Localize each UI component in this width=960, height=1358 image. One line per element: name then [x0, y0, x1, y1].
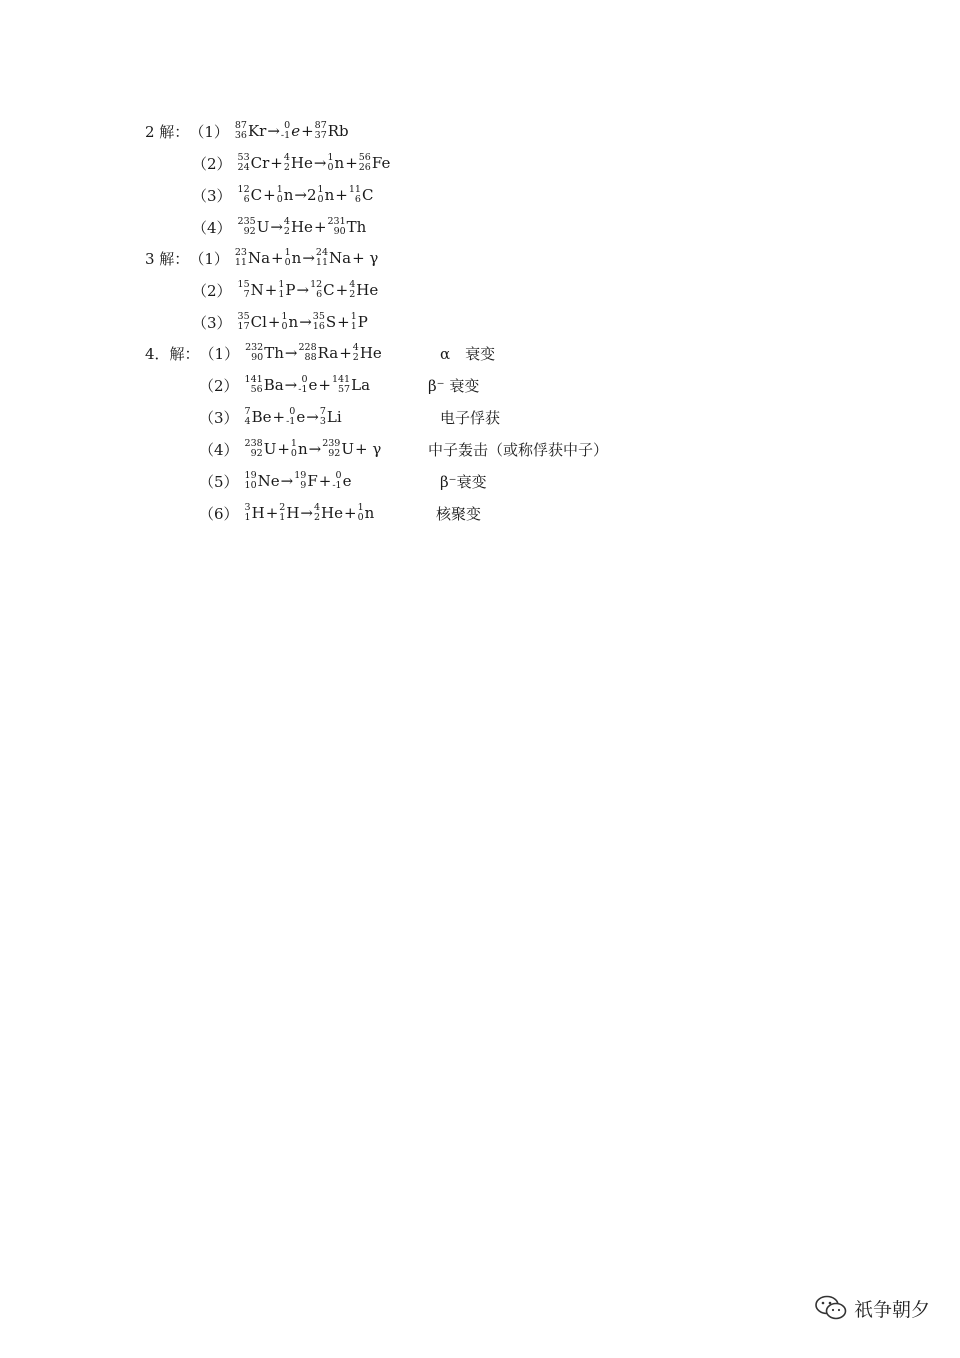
mass-number: 1: [281, 311, 288, 322]
watermark: [814, 1294, 930, 1322]
atomic-number: 10: [244, 480, 257, 491]
mass-number: 3: [244, 502, 251, 513]
operator: +: [270, 154, 283, 172]
nuclide: [314, 503, 343, 523]
atomic-number: 2: [283, 226, 290, 237]
operator: +: [345, 154, 358, 172]
operator: →: [308, 440, 322, 458]
nuclide: [358, 503, 375, 523]
nuclide: [328, 217, 367, 237]
mass-number: 1: [350, 311, 357, 322]
equation-line: [199, 370, 370, 400]
element-symbol: Th: [264, 344, 284, 362]
operator: + γ: [352, 249, 379, 267]
element-symbol: n: [297, 440, 308, 458]
operator: +: [335, 186, 348, 204]
mass-number: 87: [314, 120, 327, 131]
decay-type-note: β⁻衰变: [440, 472, 487, 491]
atomic-number: 1: [278, 289, 285, 300]
element-symbol: Rb: [327, 122, 349, 140]
element-symbol: He: [290, 218, 313, 236]
element-symbol: U: [256, 218, 270, 236]
element-symbol: e: [296, 408, 306, 426]
item-number: （5）: [199, 472, 239, 491]
element-symbol: Ne: [257, 472, 280, 490]
nuclear-equation: [245, 439, 383, 459]
mass-number: 1: [284, 247, 291, 258]
atomic-number: 1: [350, 321, 357, 332]
equation-line: [192, 212, 366, 242]
nuclide: [279, 503, 299, 523]
operator: + γ: [355, 440, 382, 458]
element-symbol: P: [357, 313, 368, 331]
operator: →: [267, 122, 280, 140]
operator: +: [335, 281, 349, 299]
nuclear-equation: [245, 407, 342, 427]
element-symbol: U: [341, 440, 355, 458]
atomic-number: 92: [328, 448, 341, 459]
nuclide: [286, 407, 305, 427]
mass-number: 87: [234, 120, 247, 131]
operator: +: [313, 218, 327, 236]
item-number: （1）: [189, 249, 229, 268]
nuclide: [282, 312, 299, 332]
item-number: （2）: [192, 281, 232, 300]
element-symbol: Fe: [371, 154, 391, 172]
mass-number: 24: [315, 247, 328, 258]
mass-number: 7: [244, 406, 251, 417]
atomic-number: 2: [283, 162, 290, 173]
operator: +: [339, 344, 352, 362]
problem-label: 3 解：: [145, 249, 190, 268]
element-symbol: He: [290, 154, 313, 172]
nuclide: [310, 280, 335, 300]
nuclear-equation: [245, 503, 375, 523]
nuclide: [316, 248, 351, 268]
element-symbol: Ba: [263, 376, 284, 394]
operator: +: [337, 313, 350, 331]
nuclide: [315, 121, 349, 141]
mass-number: 232: [245, 342, 264, 353]
decay-type-note: α 衰变: [440, 344, 496, 363]
nuclide: [245, 471, 280, 491]
atomic-number: 56: [250, 384, 263, 395]
element-symbol: n: [364, 504, 375, 522]
element-symbol: Ra: [317, 344, 339, 362]
element-symbol: e: [342, 472, 352, 490]
mass-number: 23: [234, 247, 247, 258]
nuclear-equation: [245, 343, 382, 363]
nuclide: [245, 503, 265, 523]
operator: →: [302, 249, 315, 267]
mass-number: 4: [349, 279, 356, 290]
nuclide: [349, 185, 374, 205]
element-symbol: n: [334, 154, 345, 172]
item-number: （1）: [189, 122, 229, 141]
atomic-number: 57: [338, 384, 351, 395]
operator: →: [300, 504, 313, 522]
decay-type-note: 核聚变: [436, 504, 482, 523]
element-symbol: C: [361, 186, 374, 204]
operator: +: [272, 408, 286, 426]
atomic-number: 0: [327, 162, 334, 173]
equation-line: [192, 275, 378, 305]
element-symbol: He: [356, 281, 379, 299]
atomic-number: 24: [237, 162, 250, 173]
item-number: （4）: [199, 440, 239, 459]
mass-number: 235: [237, 216, 256, 227]
mass-number: 1: [278, 279, 285, 290]
mass-number: 15: [237, 279, 250, 290]
atomic-number: 3: [319, 416, 326, 427]
operator: +: [271, 249, 284, 267]
atomic-number: 0: [276, 194, 283, 205]
operator: +: [263, 186, 276, 204]
atomic-number: 2: [313, 512, 321, 523]
nuclide: [313, 312, 336, 332]
operator: +: [344, 504, 357, 522]
atomic-number: 6: [316, 289, 323, 300]
nuclide: [351, 312, 368, 332]
atomic-number: 2: [352, 352, 359, 363]
nuclear-equation: [238, 280, 379, 300]
operator: →: [313, 154, 327, 172]
atomic-number: 26: [358, 162, 371, 173]
nuclide: [278, 280, 295, 300]
operator: →: [299, 313, 312, 331]
nuclide: [353, 343, 382, 363]
element-symbol: Cl: [250, 313, 267, 331]
equation-line: [192, 148, 390, 178]
element-symbol: He: [359, 344, 382, 362]
nuclear-equation: [238, 312, 368, 332]
nuclide: [245, 343, 284, 363]
element-symbol: F: [307, 472, 318, 490]
atomic-number: 1: [244, 512, 251, 523]
atomic-number: 0: [357, 512, 364, 523]
mass-number: 238: [244, 438, 263, 449]
nuclide: [238, 153, 270, 173]
mass-number: 1: [317, 184, 324, 195]
element-symbol: S: [325, 313, 337, 331]
element-symbol: H: [251, 504, 265, 522]
mass-number: 53: [237, 152, 250, 163]
atomic-number: 1: [279, 512, 286, 523]
atomic-number: -1: [332, 480, 342, 491]
equation-line: [199, 466, 351, 496]
operator: +: [265, 504, 279, 522]
nuclide: [284, 153, 313, 173]
operator: +: [318, 376, 331, 394]
equation-line: [192, 307, 368, 337]
operator: →: [284, 344, 298, 362]
element-symbol: He: [321, 504, 343, 522]
element-symbol: H: [286, 504, 300, 522]
mass-number: 4: [313, 502, 321, 513]
decay-type-note: β⁻ 衰变: [428, 376, 480, 395]
equation-line: [192, 180, 373, 210]
mass-number: 0: [289, 406, 296, 417]
equation-line: [145, 243, 379, 273]
mass-number: 0: [284, 120, 291, 131]
mass-number: 231: [327, 216, 346, 227]
operator: →2: [294, 186, 317, 204]
item-number: （3）: [199, 408, 239, 427]
nuclide: [238, 312, 267, 332]
atomic-number: 4: [244, 416, 251, 427]
mass-number: 19: [244, 470, 257, 481]
operator: →: [296, 281, 310, 299]
nuclear-equation: [238, 153, 391, 173]
nuclide: [298, 375, 317, 395]
nuclide: [238, 280, 264, 300]
element-symbol: C: [323, 281, 335, 299]
decay-type-note: 电子俘获: [440, 408, 501, 427]
nuclide: [322, 439, 354, 459]
mass-number: 0: [335, 470, 342, 481]
nuclide: [320, 407, 342, 427]
mass-number: 12: [237, 184, 250, 195]
nuclide: [281, 121, 300, 141]
atomic-number: 92: [243, 226, 256, 237]
mass-number: 4: [283, 216, 290, 227]
nuclide: [294, 471, 318, 491]
mass-number: 1: [357, 502, 364, 513]
mass-number: 0: [301, 374, 308, 385]
mass-number: 35: [312, 311, 325, 322]
nuclide: [318, 185, 335, 205]
mass-number: 239: [322, 438, 341, 449]
operator: →: [280, 472, 294, 490]
atomic-number: 90: [333, 226, 346, 237]
nuclide: [245, 375, 284, 395]
problem-label: 2 解：: [145, 122, 190, 141]
element-symbol: e: [308, 376, 318, 394]
operator: →: [306, 408, 319, 426]
nuclide: [332, 471, 351, 491]
decay-type-note: 中子轰击（或称俘获中子）: [428, 440, 609, 459]
nuclide: [235, 248, 270, 268]
mass-number: 4: [352, 342, 359, 353]
nuclide: [238, 217, 270, 237]
mass-number: 35: [237, 311, 250, 322]
item-number: （3）: [192, 313, 232, 332]
atomic-number: 11: [234, 257, 247, 268]
mass-number: 1: [290, 438, 297, 449]
element-symbol: P: [285, 281, 296, 299]
nuclear-equation: [238, 217, 367, 237]
mass-number: 11: [348, 184, 361, 195]
operator: +: [318, 472, 332, 490]
nuclide: [349, 280, 378, 300]
atomic-number: 9: [300, 480, 307, 491]
operator: →: [284, 376, 298, 394]
atomic-number: 88: [304, 352, 317, 363]
nuclide: [238, 185, 263, 205]
equation-line: [145, 116, 349, 146]
mass-number: 19: [294, 470, 307, 481]
element-symbol: N: [250, 281, 264, 299]
nuclear-equation: [245, 471, 352, 491]
atomic-number: 16: [312, 321, 325, 332]
operator: +: [277, 440, 290, 458]
nuclide: [235, 121, 266, 141]
atomic-number: 6: [354, 194, 361, 205]
equation-line: [199, 498, 374, 528]
atomic-number: 0: [284, 257, 291, 268]
nuclide: [332, 375, 370, 395]
item-number: （1）: [199, 344, 240, 363]
nuclide: [359, 153, 391, 173]
element-symbol: La: [351, 376, 371, 394]
nuclide: [298, 343, 338, 363]
mass-number: 12: [310, 279, 323, 290]
operator: +: [267, 313, 281, 331]
atomic-number: -1: [286, 416, 296, 427]
element-symbol: U: [263, 440, 277, 458]
nuclide: [245, 407, 272, 427]
atomic-number: 17: [237, 321, 250, 332]
equation-line: [145, 338, 382, 368]
mass-number: 4: [283, 152, 290, 163]
atomic-number: 2: [349, 289, 356, 300]
element-symbol: C: [250, 186, 263, 204]
element-symbol: Be: [251, 408, 272, 426]
atomic-number: 7: [243, 289, 250, 300]
mass-number: 2: [279, 502, 286, 513]
item-number: （4）: [192, 218, 232, 237]
element-symbol: Kr: [247, 122, 267, 140]
element-symbol: Na: [329, 249, 352, 267]
mass-number: 1: [327, 152, 334, 163]
operator: +: [301, 122, 314, 140]
nuclear-equation: [235, 248, 380, 268]
element-symbol: n: [288, 313, 299, 331]
element-symbol: e: [291, 122, 301, 140]
wechat-icon: [814, 1294, 848, 1322]
item-number: （2）: [192, 154, 232, 173]
atomic-number: 6: [243, 194, 250, 205]
atomic-number: 90: [251, 352, 264, 363]
mass-number: 56: [358, 152, 371, 163]
nuclide: [327, 153, 344, 173]
element-symbol: Na: [247, 249, 271, 267]
nuclide: [291, 439, 308, 459]
atomic-number: -1: [280, 130, 291, 141]
mass-number: 228: [298, 342, 317, 353]
mass-number: 141: [244, 374, 263, 385]
atomic-number: 37: [314, 130, 327, 141]
atomic-number: 0: [290, 448, 297, 459]
mass-number: 141: [331, 374, 351, 385]
mass-number: 7: [319, 406, 326, 417]
item-number: （2）: [199, 376, 239, 395]
nuclide: [284, 217, 313, 237]
problem-label: 4．解：: [145, 344, 200, 363]
operator: +: [264, 281, 278, 299]
nuclide: [285, 248, 302, 268]
element-symbol: Cr: [250, 154, 270, 172]
atomic-number: 0: [317, 194, 324, 205]
atomic-number: 11: [315, 257, 328, 268]
operator: →: [270, 218, 283, 236]
mass-number: 1: [276, 184, 283, 195]
element-symbol: Li: [326, 408, 342, 426]
atomic-number: 36: [234, 130, 247, 141]
atomic-number: 92: [250, 448, 263, 459]
element-symbol: n: [291, 249, 302, 267]
item-number: （3）: [192, 186, 232, 205]
watermark-text: 祇争朝夕: [853, 1298, 930, 1321]
element-symbol: n: [324, 186, 335, 204]
equation-line: [199, 402, 342, 432]
equation-line: [199, 434, 382, 464]
nuclide: [277, 185, 294, 205]
atomic-number: 0: [281, 321, 288, 332]
element-symbol: n: [283, 186, 294, 204]
element-symbol: Th: [346, 218, 367, 236]
nuclide: [245, 439, 277, 459]
nuclear-equation: [245, 375, 370, 395]
atomic-number: -1: [298, 384, 308, 395]
nuclear-equation: [238, 185, 374, 205]
item-number: （6）: [199, 504, 239, 523]
nuclear-equation: [235, 121, 349, 141]
